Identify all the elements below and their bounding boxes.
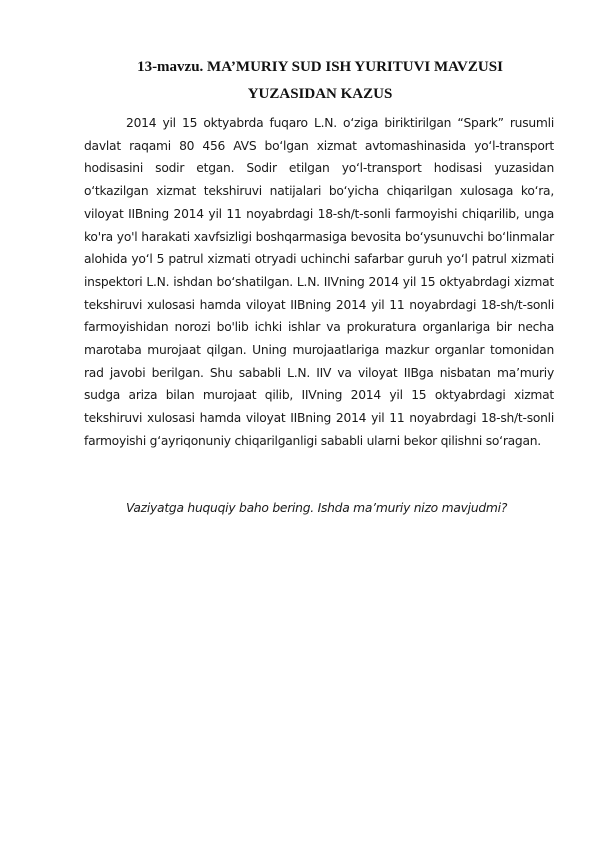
case-question: Vaziyatga huquqiy baho bering. Ishda ma’muriy nizo mavjudmi?: [126, 501, 508, 515]
document-title-line-2: YUZASIDAN KAZUS: [247, 86, 393, 102]
document-title-line-1: 13-mavzu. MA’MURIY SUD ISH YURITUVI MAVZUSI: [137, 59, 503, 75]
case-description-paragraph: 2014 yil 15 oktyabrda fuqaro L.N. o‘ziga biriktirilgan “Spark” rusumli davlat raqami 80 456 AVS bo‘lgan xizmat avtomashinasida yo‘l-transport hodisasini sodir etgan. Sodir etilgan yo‘l-transport hodisasi yuzasidan o‘tkazilgan xizmat tekshiruvi natijalari bo‘yicha chiqarilgan xulosaga ko‘ra, viloyat IIBning 2014 yil 11 noyabrdagi 18-sh/t-sonli farmoyishi chiqarilib, unga ko'ra yo'l harakati xavfsizligi boshqarmasiga bevosita bo‘ysunuvchi bo‘linmalar alohida yo‘l 5 patrul xizmati otryadi uchinchi safarbar guruh yo‘l patrul xizmati inspektori L.N. ishdan bo‘shatilgan. L.N. IIVning 2014 yil 15 oktyabrdagi xizmat tekshiruvi xulosasi hamda viloyat IIBning 2014 yil 11 noyabrdagi 18-sh/t-sonli farmoyishidan norozi bo'lib ichki ishlar va prokuratura organlariga bir necha marotaba murojaat qilgan. Uning murojaatlariga mazkur organlar tomonidan rad javobi berilgan. Shu sababli L.N. IIV va viloyat IIBga nisbatan ma’muriy sudga ariza bilan murojaat qilib, IIVning 2014 yil 15 oktyabrdagi xizmat tekshiruvi xulosasi hamda viloyat IIBning 2014 yil 11 noyabrdagi 18-sh/t-sonli farmoyishi g‘ayriqonuniy chiqarilganligi sababli ularni bekor qilishni so‘ragan.: [84, 116, 554, 448]
